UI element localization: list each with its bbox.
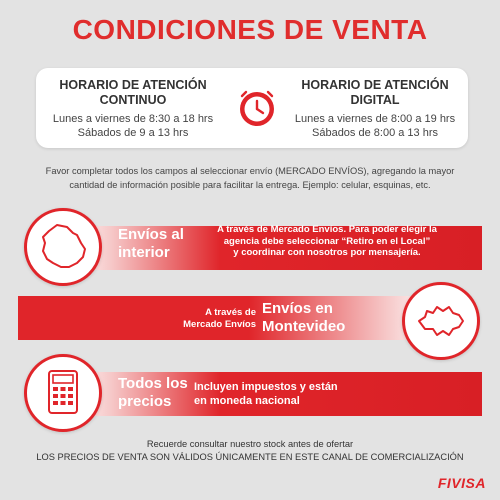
- montevideo-title-line-1: Envíos en: [262, 300, 333, 317]
- shipping-note: [40, 164, 460, 192]
- hours-continuo-title-1: HORARIO DE ATENCIÓN: [59, 78, 207, 92]
- interior-desc: [192, 224, 462, 259]
- interior-title: [118, 226, 184, 262]
- precios-title-line-1: Todos los: [118, 375, 188, 392]
- clock-icon: [237, 88, 277, 128]
- precios-title-line-2: precios: [118, 393, 172, 410]
- hours-digital-saturday: Sábados de 8:00 a 13 hrs: [312, 127, 438, 139]
- precios-desc: [194, 380, 374, 408]
- brand-logo: FIVISA: [437, 475, 486, 491]
- interior-desc-line-3: y coordinar con nosotros por mensajería.: [233, 247, 421, 258]
- hours-digital: [290, 78, 460, 140]
- shipping-note-line-1: Favor completar todos los campos al seleccionar envío (MERCADO ENVÍOS), agregando la mayor: [45, 166, 455, 176]
- montevideo-desc-line-1: A través de: [205, 307, 256, 318]
- page-title: CONDICIONES DE VENTA: [72, 14, 428, 45]
- hours-digital-weekdays: Lunes a viernes de 8:00 a 19 hrs: [294, 113, 456, 125]
- interior-desc-line-1: A través de Mercado Envíos. Para poder elegir la: [217, 224, 437, 235]
- montevideo-map-icon: [405, 285, 477, 357]
- montevideo-icon-circle: [402, 282, 480, 360]
- hours-continuo-title-2: CONTINUO: [99, 93, 167, 107]
- hours-continuo: [48, 78, 218, 140]
- uruguay-map-icon: [27, 211, 99, 283]
- interior-title-line-2: interior: [118, 244, 170, 261]
- montevideo-title-line-2: Montevideo: [262, 318, 346, 335]
- hours-digital-title-2: DIGITAL: [350, 93, 400, 107]
- precios-desc-line-2: en moneda nacional: [194, 395, 300, 407]
- hours-digital-title-1: HORARIO DE ATENCIÓN: [301, 78, 449, 92]
- precios-icon-circle: [24, 354, 102, 432]
- interior-title-line-1: Envíos al: [118, 226, 184, 243]
- price-validity-notice: LOS PRECIOS DE VENTA SON VÁLIDOS ÚNICAMENTE EN ESTE CANAL DE COMERCIALIZACIÓN: [36, 452, 464, 462]
- interior-icon-circle: [24, 208, 102, 286]
- interior-desc-line-2: agencia debe seleccionar “Retiro en el Local”: [223, 235, 431, 247]
- hours-continuo-weekdays: Lunes a viernes de 8:30 a 18 hrs: [52, 113, 214, 125]
- precios-title: [118, 375, 188, 411]
- shipping-note-line-2: cantidad de información posible para facilitar la entrega. Ejemplo: celular, esquinas, etc.: [69, 180, 431, 190]
- stock-reminder: Recuerde consultar nuestro stock antes de ofertar: [146, 439, 354, 449]
- precios-desc-line-1: Incluyen impuestos y están: [194, 381, 338, 393]
- montevideo-desc: [160, 307, 256, 330]
- hours-card: [36, 68, 468, 148]
- calculator-icon: [27, 357, 99, 429]
- hours-continuo-saturday: Sábados de 9 a 13 hrs: [77, 127, 189, 139]
- montevideo-title: [262, 300, 345, 336]
- montevideo-desc-line-2: Mercado Envíos: [183, 318, 256, 330]
